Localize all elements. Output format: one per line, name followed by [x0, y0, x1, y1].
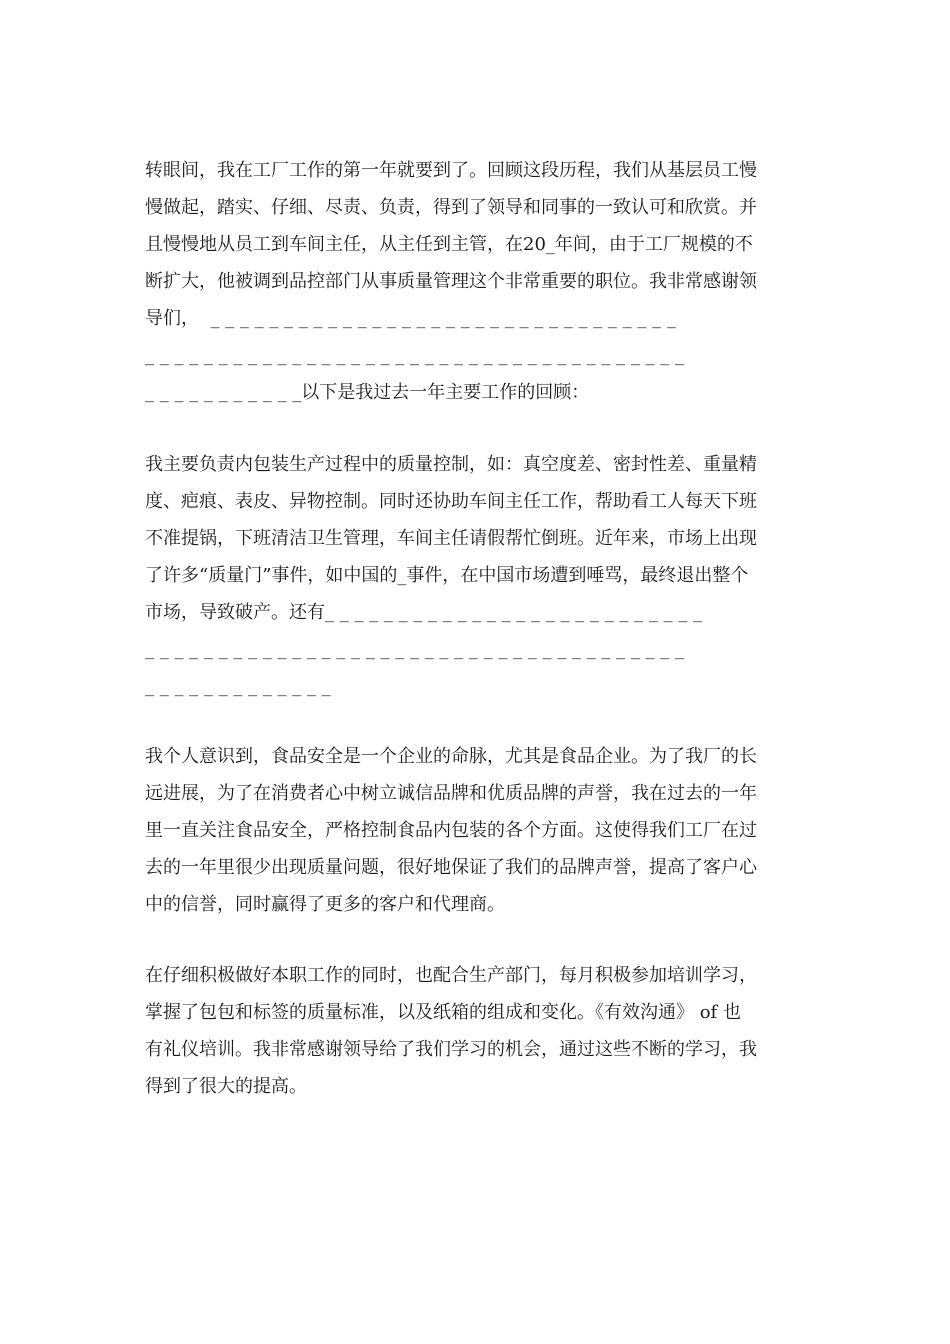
paragraph-3-line-4: 去的一年里很少出现质量问题，很好地保证了我们的品牌声誉，提高了客户心 [145, 857, 757, 878]
paragraph-2-line-2: 度、疤痕、表皮、异物控制。同时还协助车间主任工作，帮助看工人每天下班 [145, 491, 757, 512]
paragraph-3-line-2: 远进展，为了在消费者心中树立诚信品牌和优质品牌的声誉，我在过去的一年 [145, 783, 757, 804]
paragraph-1-line-5: 导们， _ _ _ _ _ _ _ _ _ _ _ _ _ _ _ _ _ _ _ _ _ _ _ _ _ _ _ _ _ _ _ _ [145, 308, 676, 329]
paragraph-2-line-1: 我主要负责内包装生产过程中的质量控制，如：真空度差、密封性差、重量精 [145, 454, 757, 475]
paragraph-3-line-3: 里一直关注食品安全，严格控制食品内包装的各个方面。这使得我们工厂在过 [145, 820, 757, 841]
paragraph-4-line-1: 在仔细积极做好本职工作的同时，也配合生产部门，每月积极参加培训学习， [145, 965, 757, 986]
paragraph-4-line-2: 掌握了包包和标签的质量标准，以及纸箱的组成和变化。《有效沟通》 of 也 [145, 1002, 741, 1023]
paragraph-2-line-4: 了许多“质量门”事件，如中国的_事件，在中国市场遭到唾骂，最终退出整个 [145, 565, 749, 586]
paragraph-1-line-4: 断扩大，他被调到品控部门从事质量管理这个非常重要的职位。我非常感谢领 [145, 271, 757, 292]
paragraph-1-line-6: _ _ _ _ _ _ _ _ _ _ _ _ _ _ _ _ _ _ _ _ _ _ _ _ _ _ _ _ _ _ _ _ _ _ _ _ _ [145, 345, 684, 366]
paragraph-2-line-6: _ _ _ _ _ _ _ _ _ _ _ _ _ _ _ _ _ _ _ _ _ _ _ _ _ _ _ _ _ _ _ _ _ _ _ _ _ [145, 639, 684, 660]
paragraph-1-line-1: 转眼间，我在工厂工作的第一年就要到了。回顾这段历程，我们从基层员工慢 [145, 160, 757, 181]
paragraph-1-line-7: _ _ _ _ _ _ _ _ _ _ _以下是我过去一年主要工作的回顾： [145, 382, 590, 403]
paragraph-3-line-1: 我个人意识到，食品安全是一个企业的命脉，尤其是食品企业。为了我厂的长 [145, 746, 757, 767]
paragraph-3-line-5: 中的信誉，同时赢得了更多的客户和代理商。 [145, 894, 505, 915]
paragraph-1-line-2: 慢做起，踏实、仔细、尽责、负责，得到了领导和同事的一致认可和欣赏。并 [145, 197, 757, 218]
paragraph-2-line-3: 不准提锅，下班清洁卫生管理，车间主任请假帮忙倒班。近年来，市场上出现 [145, 528, 757, 549]
paragraph-2-line-7: _ _ _ _ _ _ _ _ _ _ _ _ _ [145, 676, 331, 697]
paragraph-1-line-3: 且慢慢地从员工到车间主任，从主任到主管，在20_年间，由于工厂规模的不 [145, 234, 753, 255]
paragraph-4-line-3: 有礼仪培训。我非常感谢领导给了我们学习的机会，通过这些不断的学习，我 [145, 1039, 757, 1060]
paragraph-4-line-4: 得到了很大的提高。 [145, 1076, 307, 1097]
paragraph-2-line-5: 市场，导致破产。还有_ _ _ _ _ _ _ _ _ _ _ _ _ _ _ _ _ _ _ _ _ _ _ _ _ _ [145, 602, 703, 623]
